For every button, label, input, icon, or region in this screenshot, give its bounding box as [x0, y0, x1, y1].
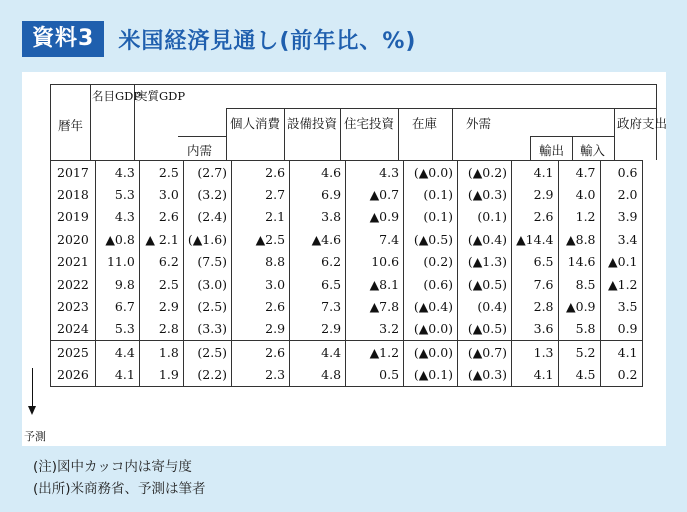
figure-header: [22, 21, 416, 57]
value-cell: 4.4: [95, 341, 139, 364]
value-cell: (▲0.0): [404, 318, 458, 341]
value-cell: ▲0.9: [346, 206, 404, 228]
value-cell: 4.5: [558, 364, 600, 387]
table-row: [51, 295, 643, 317]
value-cell: 2.6: [512, 206, 558, 228]
value-cell: ▲1.2: [600, 273, 642, 295]
value-cell: ▲4.6: [290, 228, 346, 250]
value-cell: (0.1): [404, 206, 458, 228]
value-cell: 2.6: [232, 161, 290, 184]
value-cell: 5.8: [558, 318, 600, 341]
value-cell: ▲ 2.1: [139, 228, 183, 250]
value-cell: (▲0.5): [404, 228, 458, 250]
value-cell: 1.9: [139, 364, 183, 387]
value-cell: (▲0.3): [458, 364, 512, 387]
value-cell: 4.1: [512, 161, 558, 184]
value-cell: 5.3: [95, 318, 139, 341]
header-domestic-demand: 内需: [187, 143, 213, 158]
value-cell: 2.7: [232, 183, 290, 205]
value-cell: 4.4: [290, 341, 346, 364]
value-cell: 6.5: [512, 251, 558, 273]
value-cell: 7.6: [512, 273, 558, 295]
value-cell: 11.0: [95, 251, 139, 273]
table-row: [51, 161, 643, 184]
year-cell: 2021: [51, 251, 96, 273]
value-cell: 2.9: [512, 183, 558, 205]
forecast-arrow-line: [32, 368, 33, 408]
value-cell: 2.5: [139, 161, 183, 184]
value-cell: 3.9: [600, 206, 642, 228]
table-row: [51, 251, 643, 273]
value-cell: 4.3: [95, 161, 139, 184]
value-cell: 2.9: [139, 295, 183, 317]
figure-title: 米国経済見通し(前年比、%): [118, 28, 417, 54]
value-cell: 2.3: [232, 364, 290, 387]
value-cell: 6.7: [95, 295, 139, 317]
value-cell: 2.9: [232, 318, 290, 341]
value-cell: 0.6: [600, 161, 642, 184]
value-cell: (▲0.5): [458, 273, 512, 295]
value-cell: ▲1.2: [346, 341, 404, 364]
value-cell: (0.1): [404, 183, 458, 205]
value-cell: 3.0: [139, 183, 183, 205]
value-cell: 9.8: [95, 273, 139, 295]
value-cell: (▲0.4): [458, 228, 512, 250]
value-cell: 14.6: [558, 251, 600, 273]
header-exports: 輸出: [539, 143, 565, 158]
value-cell: 7.4: [346, 228, 404, 250]
value-cell: (7.5): [183, 251, 231, 273]
value-cell: 5.3: [95, 183, 139, 205]
value-cell: (▲0.2): [458, 161, 512, 184]
value-cell: 0.9: [600, 318, 642, 341]
value-cell: 2.5: [139, 273, 183, 295]
value-cell: ▲2.5: [232, 228, 290, 250]
table-row: [51, 273, 643, 295]
value-cell: (0.4): [458, 295, 512, 317]
value-cell: 0.5: [346, 364, 404, 387]
value-cell: (3.0): [183, 273, 231, 295]
value-cell: ▲8.1: [346, 273, 404, 295]
value-cell: 4.1: [95, 364, 139, 387]
value-cell: (0.2): [404, 251, 458, 273]
value-cell: 0.2: [600, 364, 642, 387]
table-row: [51, 183, 643, 205]
value-cell: 2.0: [600, 183, 642, 205]
value-cell: (▲0.3): [458, 183, 512, 205]
value-cell: ▲0.8: [95, 228, 139, 250]
value-cell: 3.2: [346, 318, 404, 341]
figure-badge: 資料3: [22, 21, 104, 57]
year-cell: 2022: [51, 273, 96, 295]
value-cell: ▲8.8: [558, 228, 600, 250]
value-cell: 2.8: [512, 295, 558, 317]
note-text: (注)図中カッコ内は寄与度: [33, 459, 192, 475]
value-cell: (0.6): [404, 273, 458, 295]
value-cell: ▲0.7: [346, 183, 404, 205]
value-cell: 6.2: [139, 251, 183, 273]
header-inventory: 在庫: [412, 116, 438, 131]
year-cell: 2019: [51, 206, 96, 228]
header-imports: 輸入: [580, 143, 606, 158]
table-row: [51, 206, 643, 228]
header-real-gdp: 実質GDP: [136, 89, 186, 103]
year-cell: 2023: [51, 295, 96, 317]
value-cell: 4.0: [558, 183, 600, 205]
table-panel: [22, 72, 666, 446]
value-cell: 4.1: [512, 364, 558, 387]
header-personal-consumption: 個人消費: [230, 116, 281, 131]
value-cell: 1.3: [512, 341, 558, 364]
value-cell: ▲0.9: [558, 295, 600, 317]
header-equipment-investment: 設備投資: [287, 116, 338, 131]
value-cell: (▲1.6): [183, 228, 231, 250]
source-text: (出所)米商務省、予測は筆者: [33, 481, 206, 497]
data-table: [50, 160, 643, 387]
value-cell: 3.5: [600, 295, 642, 317]
value-cell: 1.2: [558, 206, 600, 228]
value-cell: 4.3: [346, 161, 404, 184]
forecast-label: 予測: [24, 430, 46, 443]
value-cell: 7.3: [290, 295, 346, 317]
value-cell: (0.1): [458, 206, 512, 228]
value-cell: (▲0.0): [404, 161, 458, 184]
value-cell: (▲0.5): [458, 318, 512, 341]
value-cell: 1.8: [139, 341, 183, 364]
value-cell: (2.4): [183, 206, 231, 228]
value-cell: (2.5): [183, 341, 231, 364]
year-cell: 2017: [51, 161, 96, 184]
year-cell: 2020: [51, 228, 96, 250]
value-cell: 6.9: [290, 183, 346, 205]
value-cell: 4.3: [95, 206, 139, 228]
value-cell: 2.8: [139, 318, 183, 341]
table-row: [51, 228, 643, 250]
header-nominal-gdp: 名目GDP: [92, 89, 142, 103]
year-cell: 2025: [51, 341, 96, 364]
value-cell: 3.0: [232, 273, 290, 295]
value-cell: ▲7.8: [346, 295, 404, 317]
year-cell: 2018: [51, 183, 96, 205]
value-cell: ▲0.1: [600, 251, 642, 273]
value-cell: 2.9: [290, 318, 346, 341]
value-cell: 2.6: [232, 341, 290, 364]
value-cell: (3.2): [183, 183, 231, 205]
value-cell: 2.1: [232, 206, 290, 228]
forecast-arrow-icon: [28, 406, 36, 415]
value-cell: (▲1.3): [458, 251, 512, 273]
value-cell: 4.6: [290, 161, 346, 184]
value-cell: (▲0.7): [458, 341, 512, 364]
value-cell: 3.4: [600, 228, 642, 250]
value-cell: 4.7: [558, 161, 600, 184]
value-cell: 6.2: [290, 251, 346, 273]
notes: [33, 456, 206, 500]
value-cell: 6.5: [290, 273, 346, 295]
value-cell: (▲0.1): [404, 364, 458, 387]
value-cell: 4.8: [290, 364, 346, 387]
table-row: [51, 318, 643, 341]
header-external-demand: 外需: [466, 116, 492, 131]
header-year: 暦年: [58, 118, 84, 133]
value-cell: 8.5: [558, 273, 600, 295]
value-cell: 5.2: [558, 341, 600, 364]
value-cell: (3.3): [183, 318, 231, 341]
value-cell: 10.6: [346, 251, 404, 273]
value-cell: 2.6: [139, 206, 183, 228]
year-cell: 2024: [51, 318, 96, 341]
table-row: [51, 364, 643, 387]
value-cell: 8.8: [232, 251, 290, 273]
table-row: [51, 341, 643, 364]
value-cell: (2.5): [183, 295, 231, 317]
value-cell: 3.8: [290, 206, 346, 228]
header-government-spending: 政府支出: [617, 116, 668, 131]
value-cell: (2.2): [183, 364, 231, 387]
value-cell: ▲14.4: [512, 228, 558, 250]
value-cell: 3.6: [512, 318, 558, 341]
value-cell: (▲0.0): [404, 341, 458, 364]
value-cell: (▲0.4): [404, 295, 458, 317]
value-cell: 4.1: [600, 341, 642, 364]
header-housing-investment: 住宅投資: [344, 116, 395, 131]
year-cell: 2026: [51, 364, 96, 387]
value-cell: (2.7): [183, 161, 231, 184]
value-cell: 2.6: [232, 295, 290, 317]
